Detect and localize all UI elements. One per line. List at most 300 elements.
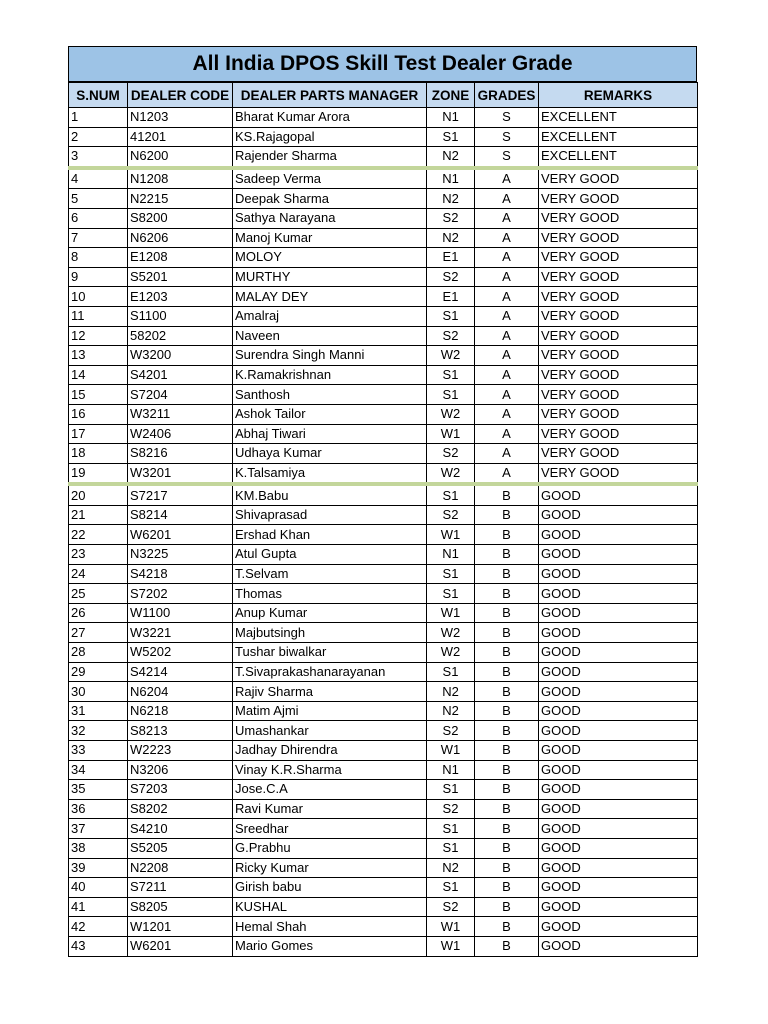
remarks-cell: GOOD <box>539 741 698 761</box>
grade-cell: B <box>475 662 539 682</box>
remarks-cell: GOOD <box>539 721 698 741</box>
zone-cell: S1 <box>427 564 475 584</box>
s-num-cell: 25 <box>69 584 128 604</box>
zone-cell: S1 <box>427 484 475 505</box>
s-num-cell: 28 <box>69 643 128 663</box>
dealer-code-cell: N6200 <box>128 147 233 168</box>
s-num-cell: 22 <box>69 525 128 545</box>
manager-cell: KS.Rajagopal <box>233 127 427 147</box>
s-num-cell: 7 <box>69 228 128 248</box>
grade-cell: B <box>475 584 539 604</box>
grade-cell: B <box>475 878 539 898</box>
grade-cell: B <box>475 741 539 761</box>
dealer-code-cell: S5201 <box>128 267 233 287</box>
remarks-cell: VERY GOOD <box>539 424 698 444</box>
remarks-cell: VERY GOOD <box>539 385 698 405</box>
grade-cell: A <box>475 463 539 484</box>
table-row <box>69 936 698 956</box>
dealer-code-cell: E1208 <box>128 248 233 268</box>
remarks-cell: GOOD <box>539 878 698 898</box>
manager-cell: KUSHAL <box>233 897 427 917</box>
manager-cell: KM.Babu <box>233 484 427 505</box>
grade-cell: S <box>475 147 539 168</box>
manager-cell: Santhosh <box>233 385 427 405</box>
remarks-cell: GOOD <box>539 662 698 682</box>
table-body <box>69 108 698 957</box>
dealer-code-cell: W6201 <box>128 525 233 545</box>
dealer-code-cell: W3200 <box>128 346 233 366</box>
zone-cell: S2 <box>427 505 475 525</box>
s-num-cell: 36 <box>69 799 128 819</box>
remarks-cell: GOOD <box>539 780 698 800</box>
manager-cell: MALAY DEY <box>233 287 427 307</box>
remarks-cell: VERY GOOD <box>539 228 698 248</box>
remarks-cell: GOOD <box>539 525 698 545</box>
manager-cell: Atul Gupta <box>233 545 427 565</box>
table-row <box>69 404 698 424</box>
remarks-cell: GOOD <box>539 623 698 643</box>
grade-cell: B <box>475 701 539 721</box>
zone-cell: W1 <box>427 741 475 761</box>
remarks-cell: GOOD <box>539 584 698 604</box>
grade-cell: B <box>475 623 539 643</box>
remarks-cell: VERY GOOD <box>539 306 698 326</box>
remarks-cell: GOOD <box>539 917 698 937</box>
remarks-cell: VERY GOOD <box>539 287 698 307</box>
s-num-cell: 14 <box>69 365 128 385</box>
table-row <box>69 208 698 228</box>
zone-cell: N2 <box>427 701 475 721</box>
grade-cell: A <box>475 228 539 248</box>
dealer-code-cell: N6218 <box>128 701 233 721</box>
zone-cell: S1 <box>427 127 475 147</box>
manager-cell: Umashankar <box>233 721 427 741</box>
dealer-code-cell: W1201 <box>128 917 233 937</box>
remarks-cell: EXCELLENT <box>539 147 698 168</box>
manager-cell: Udhaya Kumar <box>233 444 427 464</box>
s-num-cell: 3 <box>69 147 128 168</box>
table-row <box>69 444 698 464</box>
dealer-code-cell: S7211 <box>128 878 233 898</box>
zone-cell: N2 <box>427 189 475 209</box>
dealer-code-cell: N1208 <box>128 168 233 189</box>
zone-cell: W2 <box>427 463 475 484</box>
grade-cell: B <box>475 760 539 780</box>
manager-cell: Sadeep Verma <box>233 168 427 189</box>
table-row <box>69 662 698 682</box>
grade-cell: S <box>475 127 539 147</box>
grade-cell: B <box>475 819 539 839</box>
s-num-cell: 4 <box>69 168 128 189</box>
remarks-cell: GOOD <box>539 701 698 721</box>
zone-cell: W2 <box>427 643 475 663</box>
zone-cell: N2 <box>427 147 475 168</box>
remarks-cell: EXCELLENT <box>539 127 698 147</box>
remarks-cell: GOOD <box>539 643 698 663</box>
table-row <box>69 189 698 209</box>
zone-cell: N1 <box>427 760 475 780</box>
zone-cell: W1 <box>427 525 475 545</box>
grade-cell: B <box>475 917 539 937</box>
s-num-cell: 40 <box>69 878 128 898</box>
grade-cell: A <box>475 208 539 228</box>
dealer-code-cell: W2406 <box>128 424 233 444</box>
grade-cell: B <box>475 682 539 702</box>
manager-cell: Bharat Kumar Arora <box>233 108 427 128</box>
manager-cell: T.Selvam <box>233 564 427 584</box>
table-row <box>69 917 698 937</box>
s-num-cell: 1 <box>69 108 128 128</box>
header-s-num: S.NUM <box>69 83 128 108</box>
grade-cell: B <box>475 897 539 917</box>
grade-cell: B <box>475 838 539 858</box>
manager-cell: Abhaj Tiwari <box>233 424 427 444</box>
table-row <box>69 878 698 898</box>
grade-cell: A <box>475 189 539 209</box>
table-row <box>69 287 698 307</box>
s-num-cell: 18 <box>69 444 128 464</box>
s-num-cell: 20 <box>69 484 128 505</box>
zone-cell: N2 <box>427 858 475 878</box>
table-row <box>69 346 698 366</box>
dealer-code-cell: S4218 <box>128 564 233 584</box>
table-row <box>69 721 698 741</box>
zone-cell: S1 <box>427 365 475 385</box>
manager-cell: G.Prabhu <box>233 838 427 858</box>
remarks-cell: GOOD <box>539 799 698 819</box>
s-num-cell: 19 <box>69 463 128 484</box>
remarks-cell: VERY GOOD <box>539 267 698 287</box>
zone-cell: S1 <box>427 306 475 326</box>
dealer-code-cell: N3225 <box>128 545 233 565</box>
zone-cell: W2 <box>427 404 475 424</box>
grade-cell: A <box>475 306 539 326</box>
grade-cell: A <box>475 267 539 287</box>
dealer-code-cell: S4210 <box>128 819 233 839</box>
table-row <box>69 780 698 800</box>
grade-cell: A <box>475 168 539 189</box>
dealer-code-cell: N1203 <box>128 108 233 128</box>
grade-cell: B <box>475 858 539 878</box>
table-row <box>69 623 698 643</box>
s-num-cell: 32 <box>69 721 128 741</box>
s-num-cell: 5 <box>69 189 128 209</box>
dealer-code-cell: S4214 <box>128 662 233 682</box>
dealer-code-cell: S8216 <box>128 444 233 464</box>
remarks-cell: GOOD <box>539 484 698 505</box>
grade-cell: B <box>475 721 539 741</box>
grade-cell: S <box>475 108 539 128</box>
s-num-cell: 2 <box>69 127 128 147</box>
manager-cell: K.Ramakrishnan <box>233 365 427 385</box>
manager-cell: Mario Gomes <box>233 936 427 956</box>
table-row <box>69 897 698 917</box>
dealer-code-cell: S1100 <box>128 306 233 326</box>
dealer-code-cell: W2223 <box>128 741 233 761</box>
zone-cell: N1 <box>427 545 475 565</box>
dealer-code-cell: S5205 <box>128 838 233 858</box>
table-row <box>69 682 698 702</box>
table-row <box>69 819 698 839</box>
manager-cell: MOLOY <box>233 248 427 268</box>
table-row <box>69 741 698 761</box>
grade-cell: A <box>475 365 539 385</box>
dealer-code-cell: W3201 <box>128 463 233 484</box>
table-row <box>69 525 698 545</box>
header-row <box>69 83 698 108</box>
manager-cell: Jose.C.A <box>233 780 427 800</box>
table-row <box>69 564 698 584</box>
dealer-code-cell: W6201 <box>128 936 233 956</box>
dealer-code-cell: 58202 <box>128 326 233 346</box>
table-row <box>69 463 698 484</box>
table-row <box>69 760 698 780</box>
zone-cell: S1 <box>427 838 475 858</box>
s-num-cell: 29 <box>69 662 128 682</box>
s-num-cell: 24 <box>69 564 128 584</box>
s-num-cell: 27 <box>69 623 128 643</box>
remarks-cell: VERY GOOD <box>539 326 698 346</box>
grade-cell: A <box>475 385 539 405</box>
remarks-cell: VERY GOOD <box>539 404 698 424</box>
zone-cell: S1 <box>427 584 475 604</box>
remarks-cell: GOOD <box>539 936 698 956</box>
manager-cell: Ricky Kumar <box>233 858 427 878</box>
zone-cell: W2 <box>427 623 475 643</box>
manager-cell: Jadhay Dhirendra <box>233 741 427 761</box>
zone-cell: S1 <box>427 662 475 682</box>
dealer-code-cell: S7202 <box>128 584 233 604</box>
dealer-code-cell: N6206 <box>128 228 233 248</box>
s-num-cell: 16 <box>69 404 128 424</box>
remarks-cell: VERY GOOD <box>539 248 698 268</box>
header-dealer-parts-manager: DEALER PARTS MANAGER <box>233 83 427 108</box>
s-num-cell: 21 <box>69 505 128 525</box>
header-remarks: REMARKS <box>539 83 698 108</box>
table-row <box>69 484 698 505</box>
remarks-cell: VERY GOOD <box>539 346 698 366</box>
zone-cell: W1 <box>427 917 475 937</box>
grade-cell: B <box>475 936 539 956</box>
manager-cell: Amalraj <box>233 306 427 326</box>
s-num-cell: 35 <box>69 780 128 800</box>
grade-cell: B <box>475 525 539 545</box>
zone-cell: S1 <box>427 819 475 839</box>
zone-cell: S1 <box>427 385 475 405</box>
manager-cell: Girish babu <box>233 878 427 898</box>
table-row <box>69 424 698 444</box>
dealer-code-cell: S8205 <box>128 897 233 917</box>
remarks-cell: EXCELLENT <box>539 108 698 128</box>
grade-cell: B <box>475 564 539 584</box>
grade-cell: B <box>475 780 539 800</box>
table-row <box>69 108 698 128</box>
grade-cell: B <box>475 545 539 565</box>
table-row <box>69 838 698 858</box>
zone-cell: E1 <box>427 248 475 268</box>
manager-cell: Matim Ajmi <box>233 701 427 721</box>
remarks-cell: GOOD <box>539 819 698 839</box>
dealer-code-cell: S8202 <box>128 799 233 819</box>
grade-cell: B <box>475 603 539 623</box>
manager-cell: Sreedhar <box>233 819 427 839</box>
remarks-cell: GOOD <box>539 897 698 917</box>
zone-cell: S1 <box>427 878 475 898</box>
dealer-grade-table <box>68 82 698 957</box>
s-num-cell: 9 <box>69 267 128 287</box>
dealer-code-cell: W1100 <box>128 603 233 623</box>
remarks-cell: GOOD <box>539 564 698 584</box>
table-row <box>69 365 698 385</box>
manager-cell: Shivaprasad <box>233 505 427 525</box>
grade-cell: A <box>475 404 539 424</box>
s-num-cell: 43 <box>69 936 128 956</box>
s-num-cell: 42 <box>69 917 128 937</box>
table-row <box>69 228 698 248</box>
zone-cell: E1 <box>427 287 475 307</box>
manager-cell: Ravi Kumar <box>233 799 427 819</box>
remarks-cell: VERY GOOD <box>539 168 698 189</box>
manager-cell: Anup Kumar <box>233 603 427 623</box>
manager-cell: Deepak Sharma <box>233 189 427 209</box>
grade-cell: A <box>475 287 539 307</box>
dealer-code-cell: W3221 <box>128 623 233 643</box>
table-row <box>69 306 698 326</box>
dealer-code-cell: S7203 <box>128 780 233 800</box>
manager-cell: Naveen <box>233 326 427 346</box>
manager-cell: K.Talsamiya <box>233 463 427 484</box>
dealer-code-cell: N6204 <box>128 682 233 702</box>
s-num-cell: 34 <box>69 760 128 780</box>
s-num-cell: 12 <box>69 326 128 346</box>
remarks-cell: GOOD <box>539 545 698 565</box>
zone-cell: S2 <box>427 444 475 464</box>
manager-cell: Surendra Singh Manni <box>233 346 427 366</box>
remarks-cell: GOOD <box>539 858 698 878</box>
grade-cell: A <box>475 424 539 444</box>
zone-cell: S1 <box>427 780 475 800</box>
table-row <box>69 603 698 623</box>
grade-cell: B <box>475 505 539 525</box>
remarks-cell: VERY GOOD <box>539 189 698 209</box>
remarks-cell: GOOD <box>539 603 698 623</box>
table-row <box>69 248 698 268</box>
header-grades: GRADES <box>475 83 539 108</box>
table-row <box>69 643 698 663</box>
s-num-cell: 26 <box>69 603 128 623</box>
table-row <box>69 858 698 878</box>
grade-cell: A <box>475 326 539 346</box>
header-zone: ZONE <box>427 83 475 108</box>
s-num-cell: 37 <box>69 819 128 839</box>
manager-cell: Tushar biwalkar <box>233 643 427 663</box>
manager-cell: Hemal Shah <box>233 917 427 937</box>
zone-cell: W1 <box>427 424 475 444</box>
manager-cell: Ershad Khan <box>233 525 427 545</box>
dealer-code-cell: N2208 <box>128 858 233 878</box>
dealer-code-cell: S4201 <box>128 365 233 385</box>
grade-cell: B <box>475 643 539 663</box>
s-num-cell: 41 <box>69 897 128 917</box>
remarks-cell: GOOD <box>539 682 698 702</box>
zone-cell: S2 <box>427 208 475 228</box>
manager-cell: Vinay K.R.Sharma <box>233 760 427 780</box>
grade-cell: A <box>475 248 539 268</box>
s-num-cell: 8 <box>69 248 128 268</box>
s-num-cell: 6 <box>69 208 128 228</box>
manager-cell: T.Sivaprakashanarayanan <box>233 662 427 682</box>
s-num-cell: 15 <box>69 385 128 405</box>
header-dealer-code: DEALER CODE <box>128 83 233 108</box>
s-num-cell: 10 <box>69 287 128 307</box>
zone-cell: N2 <box>427 682 475 702</box>
zone-cell: N1 <box>427 168 475 189</box>
manager-cell: Sathya Narayana <box>233 208 427 228</box>
zone-cell: S2 <box>427 799 475 819</box>
dealer-code-cell: N2215 <box>128 189 233 209</box>
zone-cell: S2 <box>427 326 475 346</box>
table-row <box>69 799 698 819</box>
dealer-code-cell: S8200 <box>128 208 233 228</box>
dealer-code-cell: S7204 <box>128 385 233 405</box>
dealer-code-cell: N3206 <box>128 760 233 780</box>
zone-cell: W2 <box>427 346 475 366</box>
zone-cell: S2 <box>427 897 475 917</box>
grade-cell: B <box>475 799 539 819</box>
zone-cell: N2 <box>427 228 475 248</box>
table-row <box>69 326 698 346</box>
manager-cell: Manoj Kumar <box>233 228 427 248</box>
manager-cell: Majbutsingh <box>233 623 427 643</box>
table-row <box>69 385 698 405</box>
dealer-code-cell: 41201 <box>128 127 233 147</box>
dealer-code-cell: W3211 <box>128 404 233 424</box>
remarks-cell: GOOD <box>539 760 698 780</box>
sheet-title: All India DPOS Skill Test Dealer Grade <box>68 46 697 82</box>
s-num-cell: 31 <box>69 701 128 721</box>
remarks-cell: VERY GOOD <box>539 444 698 464</box>
remarks-cell: VERY GOOD <box>539 365 698 385</box>
table-row <box>69 505 698 525</box>
grade-cell: A <box>475 444 539 464</box>
s-num-cell: 11 <box>69 306 128 326</box>
dealer-code-cell: E1203 <box>128 287 233 307</box>
manager-cell: Rajiv Sharma <box>233 682 427 702</box>
table-row <box>69 701 698 721</box>
remarks-cell: GOOD <box>539 838 698 858</box>
grade-cell: A <box>475 346 539 366</box>
zone-cell: S2 <box>427 267 475 287</box>
zone-cell: N1 <box>427 108 475 128</box>
s-num-cell: 17 <box>69 424 128 444</box>
manager-cell: Thomas <box>233 584 427 604</box>
dealer-code-cell: S8213 <box>128 721 233 741</box>
s-num-cell: 33 <box>69 741 128 761</box>
s-num-cell: 30 <box>69 682 128 702</box>
manager-cell: Rajender Sharma <box>233 147 427 168</box>
s-num-cell: 23 <box>69 545 128 565</box>
remarks-cell: VERY GOOD <box>539 463 698 484</box>
grade-cell: B <box>475 484 539 505</box>
dealer-grade-sheet <box>68 46 697 957</box>
table-row <box>69 147 698 168</box>
table-row <box>69 584 698 604</box>
manager-cell: MURTHY <box>233 267 427 287</box>
dealer-code-cell: W5202 <box>128 643 233 663</box>
manager-cell: Ashok Tailor <box>233 404 427 424</box>
s-num-cell: 39 <box>69 858 128 878</box>
table-row <box>69 127 698 147</box>
